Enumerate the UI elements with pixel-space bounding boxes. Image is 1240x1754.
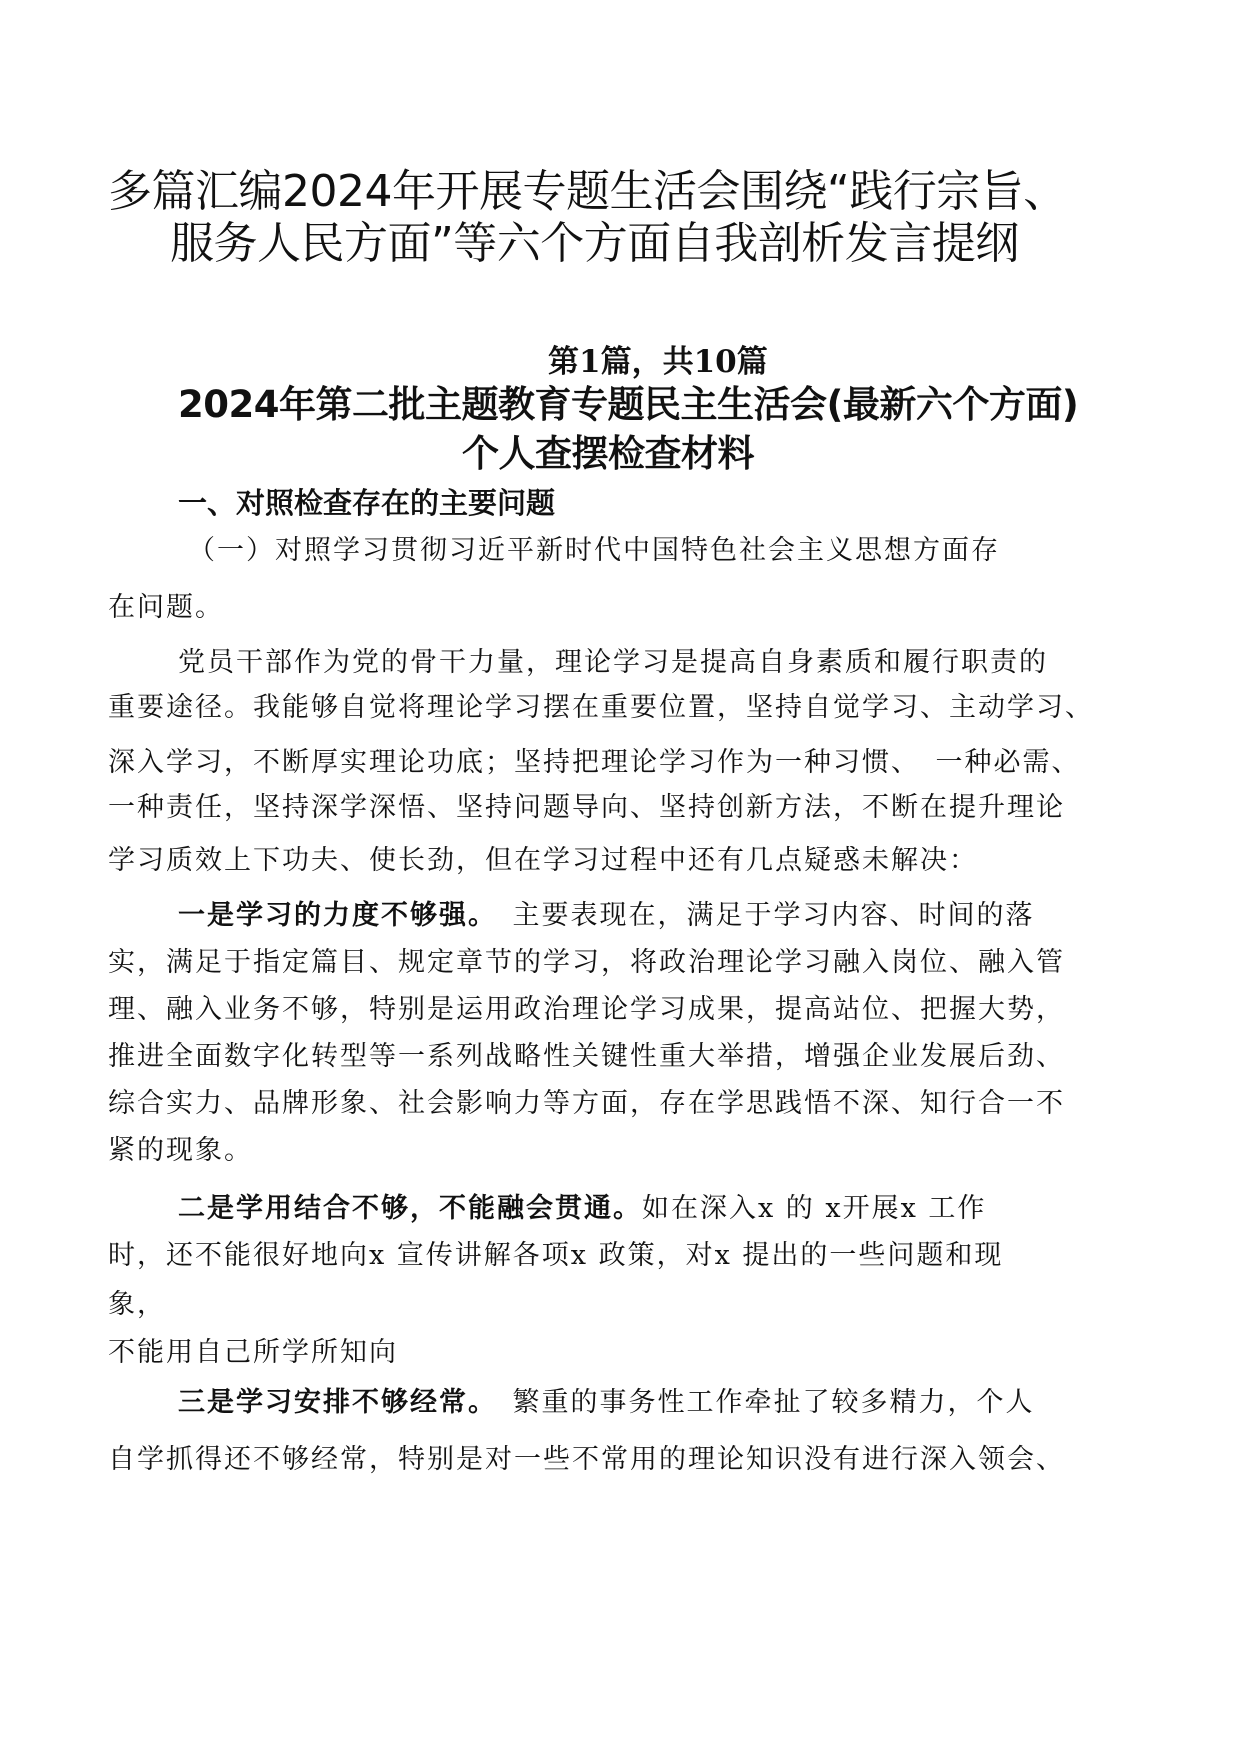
paragraph-line: 实，满足于指定篇目、规定章节的学习，将政治理论学习融入岗位、融入管 bbox=[108, 947, 1065, 978]
paragraph-line: 紧的现象。 bbox=[108, 1135, 253, 1166]
paragraph-line: 时，还不能很好地向x 宣传讲解各项x 政策，对x 提出的一些问题和现 bbox=[108, 1240, 1004, 1271]
paragraph-line: 重要途径。我能够自觉将理论学习摆在重要位置，坚持自觉学习、主动学习、 bbox=[108, 692, 1094, 723]
point-3-text: 繁重的事务性工作牵扯了较多精力，个人 bbox=[483, 1387, 1035, 1418]
point-2-first-line bbox=[178, 1186, 986, 1225]
point-1-text: 主要表现在，满足于学习内容、时间的落 bbox=[483, 900, 1035, 931]
paragraph-line: 学习质效上下功夫、使长劲，但在学习过程中还有几点疑惑未解决： bbox=[108, 845, 978, 876]
document-title-line-1: 多篇汇编2024年开展专题生活会围绕“践行宗旨、 bbox=[108, 166, 1067, 217]
point-1-first-line bbox=[178, 893, 1035, 932]
subsection-line: （一）对照学习贯彻习近平新时代中国特色社会主义思想方面存 bbox=[188, 535, 1000, 566]
point-3-heading: 三是学习安排不够经常。 bbox=[178, 1387, 484, 1418]
paragraph-line: 推进全面数字化转型等一系列战略性关键性重大举措，增强企业发展后劲、 bbox=[108, 1041, 1065, 1072]
paragraph-line: 自学抓得还不够经常，特别是对一些不常用的理论知识没有进行深入领会、 bbox=[108, 1444, 1065, 1475]
paragraph-line: 一种责任，坚持深学深悟、坚持问题导向、坚持创新方法，不断在提升理论 bbox=[108, 792, 1065, 823]
point-2-text: 如在深入x 的 x开展x 工作 bbox=[642, 1193, 987, 1224]
subtitle-line-2: 个人查摆检查材料 bbox=[462, 432, 754, 475]
part-label: 第1篇，共10篇 bbox=[548, 344, 768, 380]
point-1-heading: 一是学习的力度不够强。 bbox=[178, 900, 484, 931]
paragraph-line: 深入学习，不断厚实理论功底；坚持把理论学习作为一种习惯、 一种必需、 bbox=[108, 747, 1081, 778]
subtitle-line-1: 2024年第二批主题教育专题民主生活会(最新六个方面) bbox=[178, 383, 1079, 426]
document-title-line-2: 服务人民方面”等六个方面自我剖析发言提纲 bbox=[170, 218, 1019, 269]
paragraph-line: 党员干部作为党的骨干力量，理论学习是提高自身素质和履行职责的 bbox=[178, 647, 1048, 678]
point-2-heading: 二是学用结合不够，不能融会贯通。 bbox=[178, 1193, 642, 1224]
point-3-first-line bbox=[178, 1380, 1035, 1419]
paragraph-line: 综合实力、品牌形象、社会影响力等方面，存在学思践悟不深、知行合一不 bbox=[108, 1088, 1065, 1119]
section-heading: 一、对照检查存在的主要问题 bbox=[178, 486, 556, 520]
paragraph-line: 理、融入业务不够，特别是运用政治理论学习成果，提高站位、把握大势， bbox=[108, 994, 1065, 1025]
paragraph-line: 不能用自己所学所知向 bbox=[108, 1337, 398, 1368]
subsection-line: 在问题。 bbox=[108, 592, 224, 623]
paragraph-line: 象， bbox=[108, 1289, 166, 1320]
